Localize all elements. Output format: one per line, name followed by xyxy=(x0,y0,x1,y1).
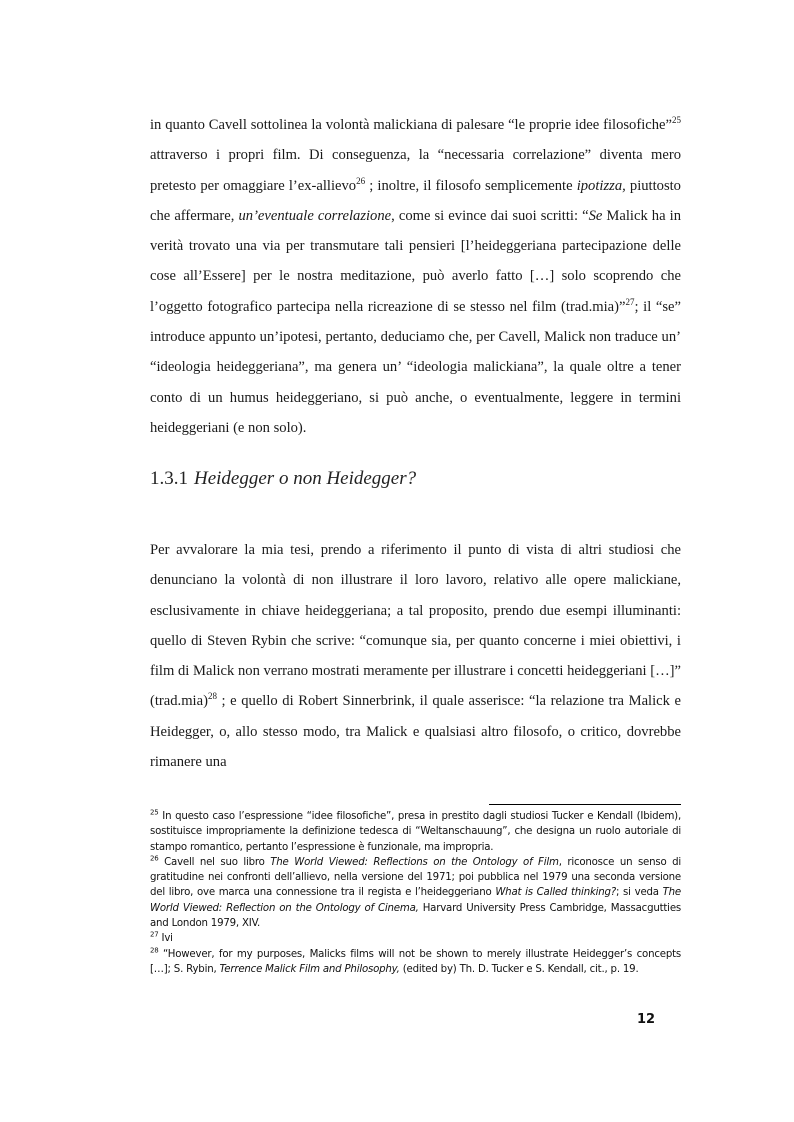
footnote-ref-27[interactable]: 27 xyxy=(625,296,635,307)
footnote-25: $^{25}$ In questo caso l’espressione “idee filosofiche”, presa in prestito dagli studiosi Tucker e Kendall (Ibidem), sostituisce impropriamente la definizione tedesca di “Weltanschauung”, che designa un ruolo autoriale di stampo romantico, pertanto l’espressione è funzionale, ma impropria. xyxy=(150,808,681,853)
footnote-26: $^{26}$ Cavell nel suo libro The World Viewed: Reflections on the Ontology of Film, riconosce un senso di gratitudine nei confronti dell’allievo, nella versione del 1971; poi pubblica nel 1979 una seconda versione del libro, ove marca una connessione tra il regista e l’heideggeriano What is Called thinking?; si veda The World Viewed: Reflection on the Ontology of Cinema, Harvard University Press Cambridge, Massacgutties and London 1979, XIV. xyxy=(150,854,682,930)
body-paragraph-2: Per avvalorare la mia tesi, prendo a riferimento il punto di vista di altri studiosi che denunciano la volontà di non illustrare il loro lavoro, relativo alle opere malickiane, esclusivamente in chiave heideggeriana; a tal proposito, prendo due esempi illuminanti: quello di Steven Rybin che scrive: “comunque sia, per quanto concerne i miei obiettivi, i film di Malick non verrano mostrati meramente per illustrare i concetti heideggeriani […]” (trad.mia)$^{28}$ ; e quello di Robert Sinnerbrink, il quale asserisce: “la relazione tra Malick e Heidegger, o, allo stesso modo, tra Malick e qualsiasi altro filosofo, o critico, dovrebbe rimanere una xyxy=(150,542,681,771)
page-number: 12 xyxy=(637,1012,656,1027)
body-paragraph-1: in quanto Cavell sottolinea la volontà malickiana di palesare “le proprie idee filosofiche”$^{25}$ attraverso i propri film. Di conseguenza, la “necessaria correlazione” diventa mero pretesto per omaggiare l’ex-allievo$^{26}$ ; inoltre, il filosofo semplicemente ipotizza, piuttosto che affermare, un’eventuale correlazione, come si evince dai suoi scritti: “Se Malick ha in verità trovato una via per transmutare tali pensieri [l’heideggeriana partecipazione delle cose all’Essere] per le nostra meditazione, può averlo fatto […] solo scoprendo che l’oggetto fotografico partecipa nella ricreazione di se stesso nel film (trad.mia)”$^{27}$; il “se” introduce appunto un’ipotesi, pertanto, deduciamo che, per Cavell, Malick non traduce un’ “ideologia heideggeriana”, ma genera un’ “ideologia malickiana”, la quale oltre a tener conto di un humus heideggeriano, si può anche, o eventualmente, leggere in termini heideggeriani (e non solo). xyxy=(150,115,681,436)
section-heading xyxy=(150,468,416,490)
footnote-separator xyxy=(489,804,681,805)
footnote-27: $^{27}$ Ivi xyxy=(150,930,173,945)
footnote-ref-28[interactable]: 28 xyxy=(207,691,217,702)
footnote-28: $^{28}$ “However, for my purposes, Malicks films will not be shown to merely illustrate Heidegger’s concepts […]; S. Rybin, Terrence Malick Film and Philosophy, (edited by) Th. D. Tucker e S. Kendall, cit., p. 19. xyxy=(150,946,681,975)
footnotes xyxy=(150,809,681,977)
footnote-ref-26[interactable]: 26 xyxy=(356,175,366,186)
section-number: 1.3.1 xyxy=(150,468,188,489)
footnote-ref-25[interactable]: 25 xyxy=(672,115,681,126)
section-title: Heidegger o non Heidegger? xyxy=(194,468,417,489)
